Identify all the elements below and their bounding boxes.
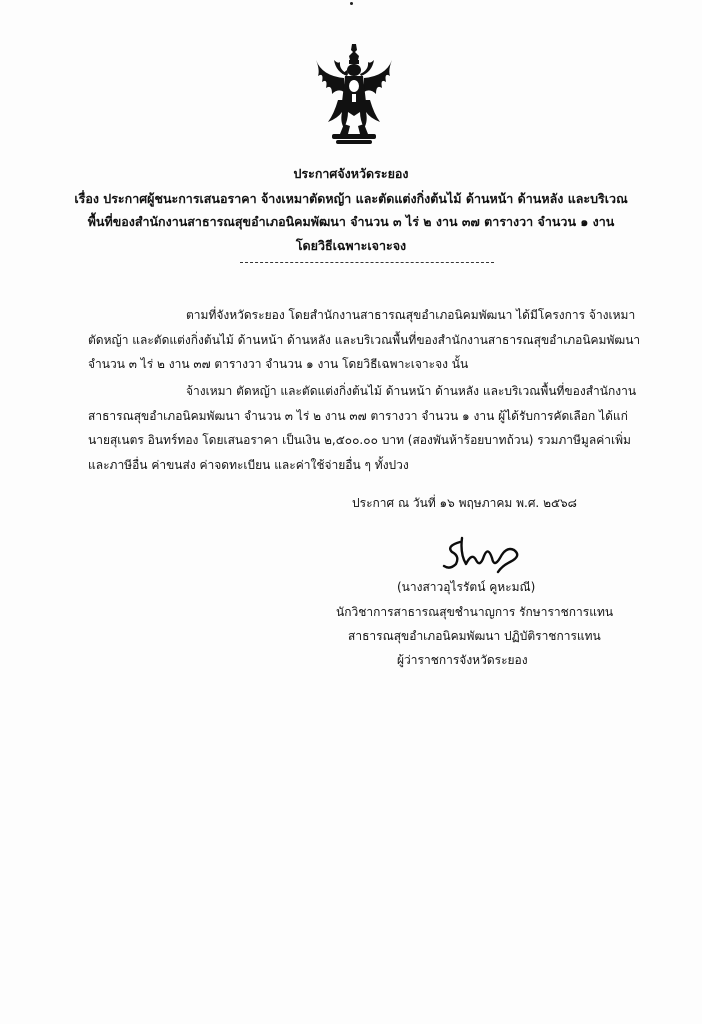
paragraph-2-line-4: และภาษีอื่น ค่าขนส่ง ค่าจดทะเบียน และค่าใช้จ่ายอื่น ๆ ทั้งปวง	[88, 458, 409, 472]
paragraph-1-line-3: จำนวน ๓ ไร่ ๒ งาน ๓๗ ตารางวา จำนวน ๑ งาน โดยวิธีเฉพาะเจาะจง นั้น	[88, 357, 469, 371]
signatory-position-2: สาธารณสุขอำเภอนิคมพัฒนา ปฏิบัติราชการแทน	[348, 629, 601, 643]
paragraph-2-line-2: สาธารณสุขอำเภอนิคมพัฒนา จำนวน ๓ ไร่ ๒ งาน ๓๗ ตารางวา จำนวน ๑ งาน ผู้ได้รับการคัดเลือก ได้แก่	[88, 409, 628, 423]
document-title: ประกาศจังหวัดระยอง	[293, 166, 409, 181]
announcement-date: ประกาศ ณ วันที่ ๑๖ พฤษภาคม พ.ศ. ๒๕๖๘	[352, 496, 577, 510]
handwritten-signature	[438, 528, 528, 576]
subject-line-1: เรื่อง ประกาศผู้ชนะการเสนอราคา จ้างเหมาตัดหญ้า และตัดแต่งกิ่งต้นไม้ ด้านหน้า ด้านหลัง และบริเวณ	[74, 191, 628, 206]
paragraph-1-line-1: ตามที่จังหวัดระยอง โดยสำนักงานสาธารณสุขอำเภอนิคมพัฒนา ได้มีโครงการ จ้างเหมา	[186, 308, 636, 322]
paragraph-1-line-2: ตัดหญ้า และตัดแต่งกิ่งต้นไม้ ด้านหน้า ด้านหลัง และบริเวณพื้นที่ของสำนักงานสาธารณสุขอำเภอนิคมพัฒนา	[88, 333, 641, 347]
scan-mark	[350, 2, 353, 5]
garuda-emblem-icon	[314, 42, 394, 148]
signatory-position-1: นักวิชาการสาธารณสุขชำนาญการ รักษาราชการแทน	[336, 605, 614, 619]
subject-line-2: พื้นที่ของสำนักงานสาธารณสุขอำเภอนิคมพัฒนา จำนวน ๓ ไร่ ๒ งาน ๓๗ ตารางวา จำนวน ๑ งาน	[87, 214, 615, 229]
divider	[240, 262, 494, 263]
subject-line-3: โดยวิธีเฉพาะเจาะจง	[295, 238, 407, 253]
paragraph-2-line-3: นายสุเนตร อินทร์ทอง โดยเสนอราคา เป็นเงิน ๒,๕๐๐.๐๐ บาท (สองพันห้าร้อยบาทถ้วน) รวมภาษีมูลค่าเพิ่ม	[88, 433, 631, 447]
paragraph-2-line-1: จ้างเหมา ตัดหญ้า และตัดแต่งกิ่งต้นไม้ ด้านหน้า ด้านหลัง และบริเวณพื้นที่ของสำนักงาน	[186, 384, 637, 398]
signatory-position-3: ผู้ว่าราชการจังหวัดระยอง	[397, 653, 528, 667]
signatory-name: (นางสาวอุไรรัตน์ คูหะมณี)	[397, 580, 536, 594]
